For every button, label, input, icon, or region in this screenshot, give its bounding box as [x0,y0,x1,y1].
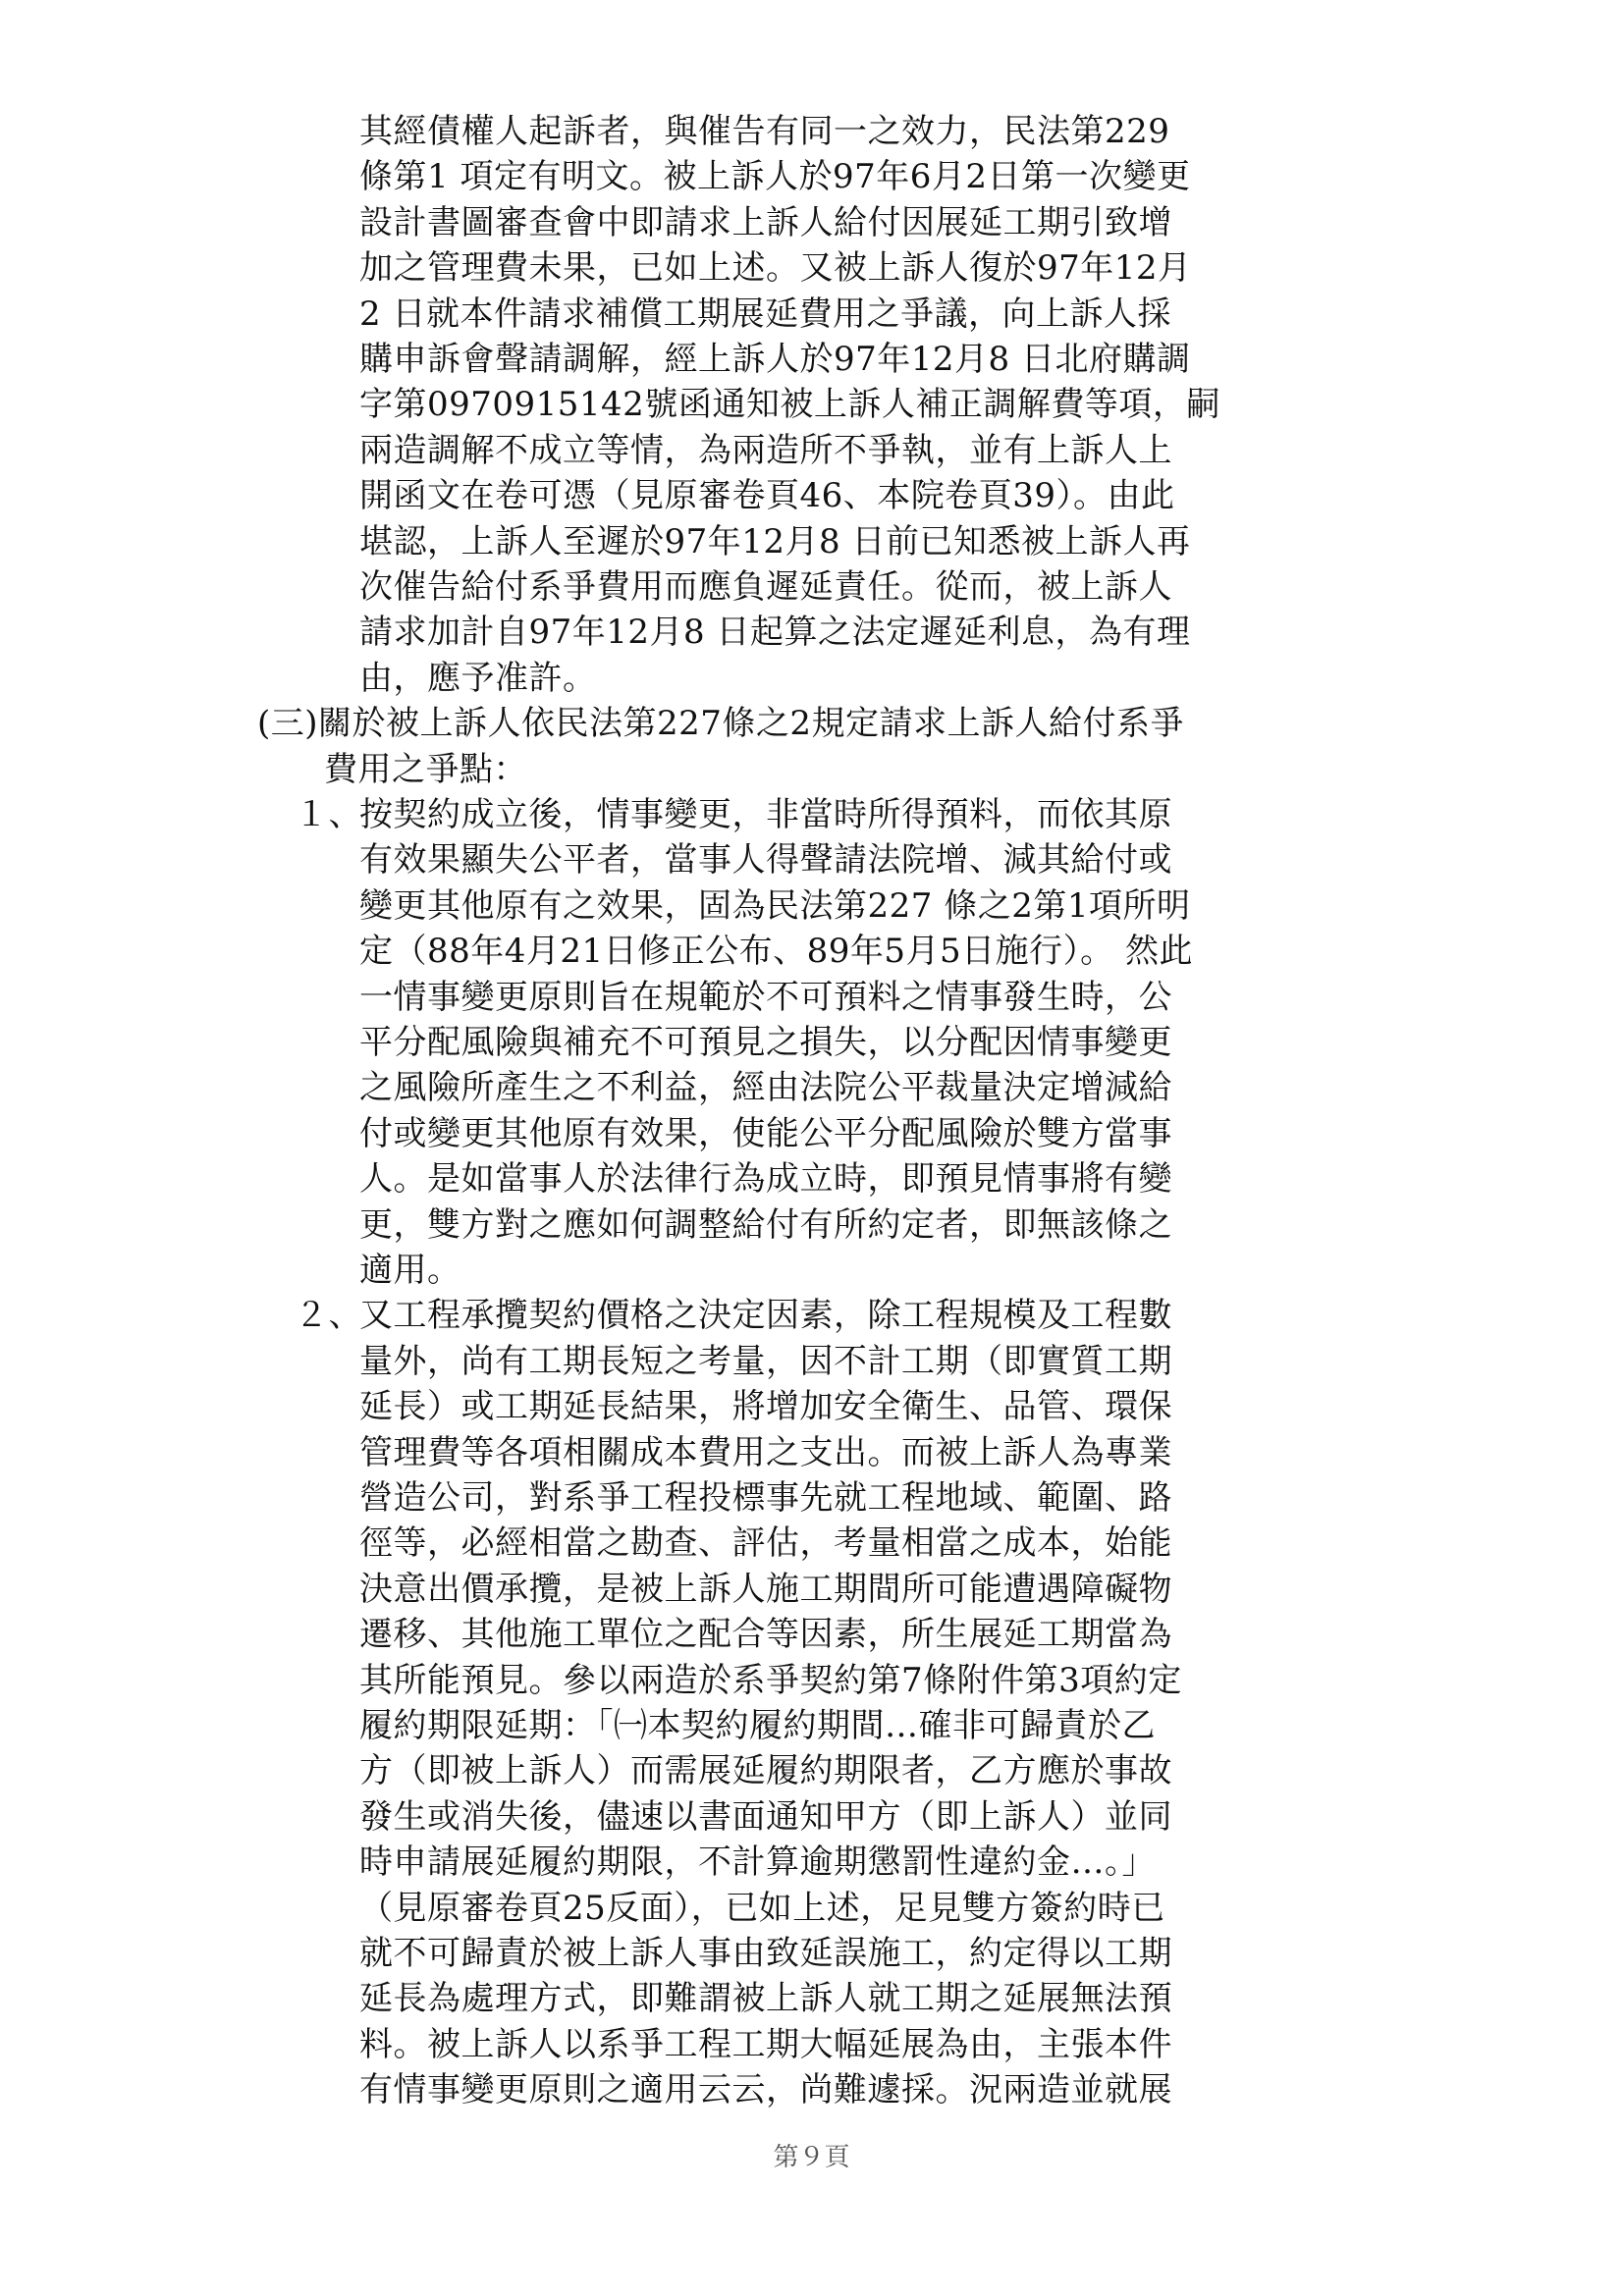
intro-line: 設計書圖審查會中即請求上訴人給付因展延工期引致增 [359,203,1172,242]
item-line: 發生或消失後，儘速以書面通知甲方（即上訴人）並同 [359,1797,1172,1837]
intro-line: 堪認，上訴人至遲於97年12月8 日前已知悉被上訴人再 [359,522,1191,561]
item-line: 管理費等各項相關成本費用之支出。而被上訴人為專業 [359,1433,1172,1472]
item-line: 人。是如當事人於法律行為成立時，即預見情事將有變 [359,1159,1172,1199]
page-number: 第９頁 [773,2143,850,2172]
item-line: （見原審卷頁25反面），已如上述，足見雙方簽約時已 [359,1889,1165,1928]
item-line: 延長為處理方式，即難謂被上訴人就工期之延展無法預 [359,1979,1172,2018]
section-heading: (三)關於被上訴人依民法第227條之2規定請求上訴人給付系爭 [257,704,1185,743]
item-marker: １、 [295,795,362,834]
item-line: 有效果顯失公平者，當事人得聲請法院增、減其給付或 [359,840,1172,880]
item-line: 按契約成立後，情事變更，非當時所得預料，而依其原 [359,795,1172,834]
intro-line: 次催告給付系爭費用而應負遲延責任。從而，被上訴人 [359,567,1172,607]
intro-line: 購申訴會聲請調解，經上訴人於97年12月8 日北府購調 [359,340,1191,379]
item-line: 付或變更其他原有效果，使能公平分配風險於雙方當事 [359,1114,1172,1153]
intro-line: 加之管理費未果，已如上述。又被上訴人復於97年12月 [359,248,1192,288]
item-line: 量外，尚有工期長短之考量，因不計工期（即實質工期 [359,1342,1172,1381]
item-line: 營造公司，對系爭工程投標事先就工程地域、範圍、路 [359,1478,1172,1518]
intro-line: 2 日就本件請求補償工期展延費用之爭議，向上訴人採 [359,294,1171,334]
item-line: 方（即被上訴人）而需展延履約期限者，乙方應於事故 [359,1751,1172,1790]
intro-line: 請求加計自97年12月8 日起算之法定遲延利息，為有理 [359,613,1191,652]
intro-line: 開函文在卷可憑（見原審卷頁46、本院卷頁39）。由此 [359,476,1175,515]
intro-line: 由，應予准許。 [359,659,597,698]
item-line: 之風險所產生之不利益，經由法院公平裁量決定增減給 [359,1068,1172,1107]
item-line: 定（88年4月21日修正公布、89年5月5日施行）。 然此 [359,932,1193,971]
intro-line: 條第1 項定有明文。被上訴人於97年6月2日第一次變更 [359,157,1191,196]
item-line: 變更其他原有之效果，固為民法第227 條之2第1項所明 [359,886,1191,926]
intro-line: 其經債權人起訴者，與催告有同一之效力，民法第229 [359,112,1170,151]
item-line: 遷移、其他施工單位之配合等因素，所生展延工期當為 [359,1615,1172,1654]
item-line: 一情事變更原則旨在規範於不可預料之情事發生時，公 [359,978,1172,1017]
item-line: 更，雙方對之應如何調整給付有所約定者，即無該條之 [359,1205,1172,1245]
item-line: 其所能預見。參以兩造於系爭契約第7條附件第3項約定 [359,1661,1182,1700]
section-heading-continuation: 費用之爭點： [324,750,527,789]
item-line: 又工程承攬契約價格之決定因素，除工程規模及工程數 [359,1296,1172,1335]
item-line: 履約期限延期：「㈠本契約履約期間…確非可歸責於乙 [359,1706,1156,1745]
item-line: 時申請展延履約期限，不計算逾期懲罰性違約金…。」 [359,1842,1156,1882]
item-line: 徑等，必經相當之勘查、評估，考量相當之成本，始能 [359,1523,1172,1563]
item-line: 平分配風險與補充不可預見之損失，以分配因情事變更 [359,1023,1172,1062]
item-line: 適用。 [359,1251,461,1290]
item-line: 有情事變更原則之適用云云，尚難遽採。況兩造並就展 [359,2070,1172,2109]
item-marker: ２、 [295,1296,362,1335]
intro-line: 兩造調解不成立等情，為兩造所不爭執，並有上訴人上 [359,431,1172,470]
item-line: 料。被上訴人以系爭工程工期大幅延展為由，主張本件 [359,2025,1172,2064]
item-line: 就不可歸責於被上訴人事由致延誤施工，約定得以工期 [359,1934,1172,1973]
item-line: 決意出價承攬，是被上訴人施工期間所可能遭遇障礙物 [359,1570,1172,1609]
intro-line: 字第0970915142號函通知被上訴人補正調解費等項，嗣 [359,385,1220,424]
item-line: 延長）或工期延長結果，將增加安全衛生、品管、環保 [359,1387,1172,1426]
